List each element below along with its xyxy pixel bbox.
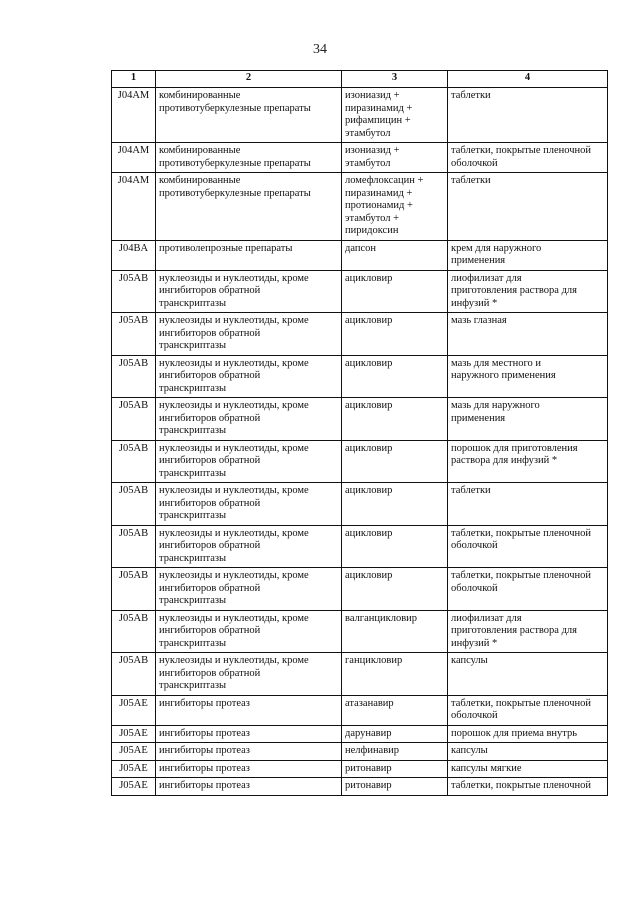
table-row <box>112 313 608 356</box>
atc-code-cell: J05AB <box>112 355 156 398</box>
header-col-3: 3 <box>342 71 448 88</box>
table-body <box>112 88 608 796</box>
group-cell: противолепрозные препараты <box>156 240 342 270</box>
atc-code-cell: J05AB <box>112 483 156 526</box>
table-row <box>112 610 608 653</box>
table-row <box>112 143 608 173</box>
header-col-1: 1 <box>112 71 156 88</box>
dosage-form-cell: таблетки, покрытые пленочной оболочкой <box>448 695 608 725</box>
drug-name-cell: ацикловир <box>342 525 448 568</box>
group-cell: нуклеозиды и нуклеотиды, кроме ингибиторов обратной транскриптазы <box>156 610 342 653</box>
group-cell: нуклеозиды и нуклеотиды, кроме ингибиторов обратной транскриптазы <box>156 398 342 441</box>
atc-code-cell: J05AB <box>112 653 156 696</box>
dosage-form-cell: лиофилизат для приготовления раствора для инфузий * <box>448 270 608 313</box>
atc-code-cell: J04BA <box>112 240 156 270</box>
atc-code-cell: J05AB <box>112 610 156 653</box>
drug-name-cell: дапсон <box>342 240 448 270</box>
dosage-form-cell: порошок для приема внутрь <box>448 725 608 743</box>
dosage-form-cell: таблетки, покрытые пленочной оболочкой <box>448 568 608 611</box>
drug-name-cell: ацикловир <box>342 440 448 483</box>
atc-code-cell: J05AE <box>112 695 156 725</box>
drug-name-cell: ацикловир <box>342 398 448 441</box>
group-cell: нуклеозиды и нуклеотиды, кроме ингибиторов обратной транскриптазы <box>156 313 342 356</box>
drug-name-cell: нелфинавир <box>342 743 448 761</box>
drug-name-cell: изониазид + пиразинамид + рифампицин + этамбутол <box>342 88 448 143</box>
table-row <box>112 568 608 611</box>
group-cell: ингибиторы протеаз <box>156 778 342 796</box>
dosage-form-cell: лиофилизат для приготовления раствора для инфузий * <box>448 610 608 653</box>
atc-code-cell: J04AM <box>112 173 156 241</box>
drug-name-cell: ацикловир <box>342 270 448 313</box>
drug-name-cell: ацикловир <box>342 313 448 356</box>
dosage-form-cell: таблетки, покрытые пленочной оболочкой <box>448 525 608 568</box>
dosage-form-cell: таблетки <box>448 88 608 143</box>
group-cell: нуклеозиды и нуклеотиды, кроме ингибиторов обратной транскриптазы <box>156 440 342 483</box>
atc-code-cell: J05AE <box>112 725 156 743</box>
atc-code-cell: J05AB <box>112 440 156 483</box>
atc-code-cell: J04AM <box>112 88 156 143</box>
table-row <box>112 240 608 270</box>
group-cell: нуклеозиды и нуклеотиды, кроме ингибиторов обратной транскриптазы <box>156 653 342 696</box>
atc-code-cell: J05AB <box>112 568 156 611</box>
dosage-form-cell: капсулы мягкие <box>448 760 608 778</box>
drug-name-cell: ацикловир <box>342 568 448 611</box>
table-row <box>112 483 608 526</box>
header-col-2: 2 <box>156 71 342 88</box>
drug-name-cell: ганцикловир <box>342 653 448 696</box>
group-cell: ингибиторы протеаз <box>156 725 342 743</box>
page-number: 34 <box>313 42 327 57</box>
group-cell: ингибиторы протеаз <box>156 743 342 761</box>
table-row <box>112 695 608 725</box>
table-row <box>112 88 608 143</box>
drug-name-cell: ацикловир <box>342 355 448 398</box>
dosage-form-cell: порошок для приготовления раствора для инфузий * <box>448 440 608 483</box>
drug-name-cell: ритонавир <box>342 760 448 778</box>
table-row <box>112 525 608 568</box>
table-row <box>112 743 608 761</box>
table-row <box>112 270 608 313</box>
drug-name-cell: изониазид + этамбутол <box>342 143 448 173</box>
table-header-row <box>112 71 608 88</box>
group-cell: нуклеозиды и нуклеотиды, кроме ингибиторов обратной транскриптазы <box>156 525 342 568</box>
dosage-form-cell: мазь для наружного применения <box>448 398 608 441</box>
group-cell: комбинированные противотуберкулезные препараты <box>156 88 342 143</box>
table-row <box>112 725 608 743</box>
header-col-4: 4 <box>448 71 608 88</box>
dosage-form-cell: таблетки, покрытые пленочной оболочкой <box>448 143 608 173</box>
drug-table <box>111 70 608 796</box>
group-cell: нуклеозиды и нуклеотиды, кроме ингибиторов обратной транскриптазы <box>156 483 342 526</box>
atc-code-cell: J05AB <box>112 525 156 568</box>
dosage-form-cell: крем для наружного применения <box>448 240 608 270</box>
dosage-form-cell: капсулы <box>448 743 608 761</box>
group-cell: нуклеозиды и нуклеотиды, кроме ингибиторов обратной транскриптазы <box>156 270 342 313</box>
dosage-form-cell: капсулы <box>448 653 608 696</box>
drug-name-cell: валганцикловир <box>342 610 448 653</box>
group-cell: комбинированные противотуберкулезные препараты <box>156 143 342 173</box>
atc-code-cell: J05AE <box>112 778 156 796</box>
dosage-form-cell: таблетки <box>448 173 608 241</box>
dosage-form-cell: таблетки, покрытые пленочной <box>448 778 608 796</box>
atc-code-cell: J05AB <box>112 313 156 356</box>
atc-code-cell: J05AE <box>112 760 156 778</box>
dosage-form-cell: мазь для местного и наружного применения <box>448 355 608 398</box>
dosage-form-cell: мазь глазная <box>448 313 608 356</box>
table-row <box>112 760 608 778</box>
group-cell: ингибиторы протеаз <box>156 760 342 778</box>
group-cell: нуклеозиды и нуклеотиды, кроме ингибиторов обратной транскриптазы <box>156 355 342 398</box>
table-row <box>112 355 608 398</box>
drug-name-cell: ацикловир <box>342 483 448 526</box>
table-row <box>112 398 608 441</box>
drug-name-cell: ритонавир <box>342 778 448 796</box>
dosage-form-cell: таблетки <box>448 483 608 526</box>
group-cell: комбинированные противотуберкулезные препараты <box>156 173 342 241</box>
table-row <box>112 778 608 796</box>
atc-code-cell: J05AB <box>112 270 156 313</box>
atc-code-cell: J05AE <box>112 743 156 761</box>
atc-code-cell: J04AM <box>112 143 156 173</box>
drug-name-cell: атазанавир <box>342 695 448 725</box>
atc-code-cell: J05AB <box>112 398 156 441</box>
group-cell: ингибиторы протеаз <box>156 695 342 725</box>
table-row <box>112 440 608 483</box>
drug-name-cell: ломефлоксацин + пиразинамид + протионамид + этамбутол + пиридоксин <box>342 173 448 241</box>
table-row <box>112 173 608 241</box>
drug-name-cell: дарунавир <box>342 725 448 743</box>
table-row <box>112 653 608 696</box>
group-cell: нуклеозиды и нуклеотиды, кроме ингибиторов обратной транскриптазы <box>156 568 342 611</box>
